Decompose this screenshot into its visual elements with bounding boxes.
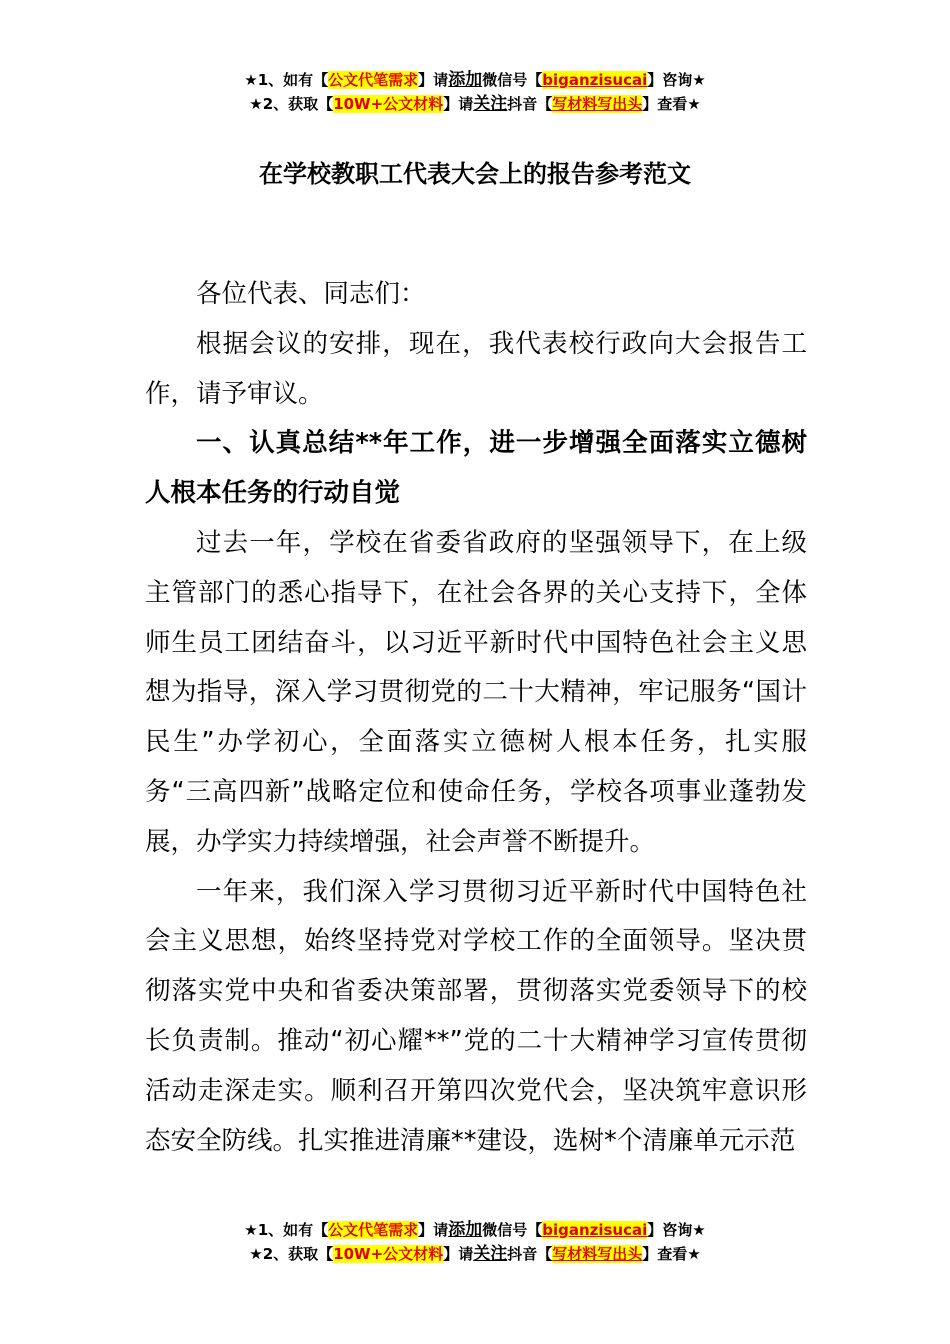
paragraph: 根据会议的安排，现在，我代表校行政向大会报告工作，请予审议。 [145,328,807,409]
ad-text: 微信号【 [482,71,543,89]
ad-text: 】请 [443,1245,474,1263]
paragraph: 过去一年，学校在省委省政府的坚强领导下，在上级主管部门的悉心指导下，在社会各界的关心支持下，全体师生员工团结奋斗，以习近平新时代中国特色社会主义思想为指导，深入学习贯彻党的二十大精神，牢记服务“国计民生”办学初心，全面落实立德树人根本任务，扎实服务“三高四新”战略定位和使命任务，学校各项事业蓬勃发展，办学实力持续增强，社会声誉不断提升。 [145,527,807,857]
paragraph: 一年来，我们深入学习贯彻习近平新时代中国特色社会主义思想，始终坚持党对学校工作的全面领导。坚决贯彻落实党中央和省委决策部署，贯彻落实党委领导下的校长负责制。推动“初心耀**”党的二十大精神学习宣传贯彻活动走深走实。顺利召开第四次党代会，坚决筑牢意识形态安全防线。扎实推进清廉**建设，选树*个清廉单元示范 [145,876,807,1156]
ad-line-2 [0,92,950,116]
ad-text: 】请 [443,95,474,113]
ad-text: 】请 [418,71,449,89]
ad-highlight: 公文代笔需求 [328,71,419,89]
ad-line-2 [0,1242,950,1266]
ad-text: ★1、如有【 [244,1221,329,1239]
section-heading: 一、认真总结**年工作，进一步增强全面落实立德树人根本任务的行动自觉 [145,428,807,509]
ad-text: 】查看★ [642,95,701,113]
ad-text: 】请 [418,1221,449,1239]
ad-highlight: 公文代笔需求 [328,1221,419,1239]
wechat-id: biganzisucai [542,1221,648,1239]
ad-emphasis: 添加 [448,70,483,90]
douyin-id: 写材料写出头 [552,95,643,113]
ad-text: 】咨询★ [647,1221,706,1239]
ad-emphasis: 关注 [473,94,508,114]
ad-line-1 [0,1218,950,1242]
ad-highlight: 10W+公文材料 [333,1245,444,1263]
footer-ad [0,1218,950,1266]
header-ad [0,68,950,116]
document-title: 在学校教职工代表大会上的报告参考范文 [259,160,691,188]
ad-line-1 [0,68,950,92]
ad-text: 微信号【 [482,1221,543,1239]
ad-text: 抖音【 [507,95,553,113]
ad-text: ★2、获取【 [249,95,334,113]
douyin-id: 写材料写出头 [552,1245,643,1263]
ad-highlight: 10W+公文材料 [333,95,444,113]
ad-text: 】咨询★ [647,71,706,89]
document-body [145,270,807,1166]
ad-emphasis: 关注 [473,1244,508,1264]
ad-text: ★2、获取【 [249,1245,334,1263]
ad-text: 抖音【 [507,1245,553,1263]
ad-text: 】查看★ [642,1245,701,1263]
wechat-id: biganzisucai [542,71,648,89]
ad-emphasis: 添加 [448,1220,483,1240]
paragraph: 各位代表、同志们： [196,279,426,309]
ad-text: ★1、如有【 [244,71,329,89]
